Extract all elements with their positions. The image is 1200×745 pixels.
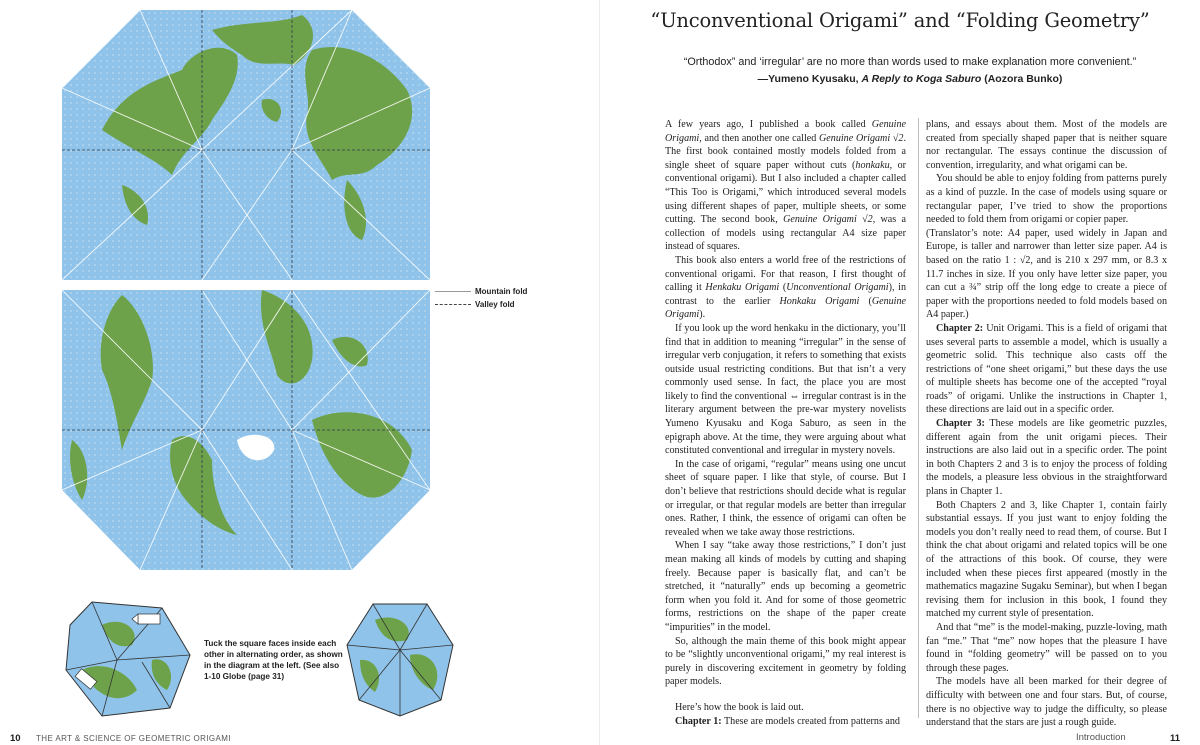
epigraph: “Orthodox” and ‘irregular’ are no more than words used to make explanation more convenient.” xyxy=(683,56,1137,68)
paragraph: And that “me” is the model-making, puzzle-loving, math fan “me.” That “me” now hopes that the pleasure I have found in “folding geometry” will be passed on to you through these pages. xyxy=(926,621,1167,674)
page-number-right: 11 xyxy=(1170,733,1181,744)
legend-valley-fold xyxy=(435,300,515,309)
valley-fold-swatch xyxy=(435,304,471,305)
paragraph: plans, and essays about them. Most of the models are created from specially shaped paper that is neither square nor rectangular. The essays continue the discussion of convention, irregularity, and what origami can be. xyxy=(926,119,1167,171)
paragraph: You should be able to enjoy folding from patterns purely as a kind of puzzle. In the case of models using square or rectangular paper, I’ve tried to show the proportions needed to fold them from origami or copier paper. xyxy=(926,173,1167,226)
paragraph: Chapter 2: Unit Origami. This is a field of origami that uses several parts to assemble a model, which is usually a geometric solid. This technique also casts off the restrictions of “one sheet origami,” but these days the use of multiple sheets has become one of the accepted “royal roads” of origami. Unlike the instructions in Chapter 1, these directions are laid out in a specific order. xyxy=(926,322,1167,416)
legend-mountain-fold xyxy=(435,287,527,296)
world-map-top-net xyxy=(62,10,430,280)
paragraph: (Translator’s note: A4 paper, used widely in Japan and Europe, is taller and narrower than letter size paper. A4 is based on the ratio 1 : √2, and is 210 x 297 mm, or 8.3 x 11.7 inches in size. If you only have letter size paper, you can cut a ¾” strip off the long edge to create a piece of paper with the proportions needed to fold models based on A4 paper.) xyxy=(926,227,1167,321)
right-page xyxy=(600,0,1200,745)
paragraph: If you look up the word henkaku in the dictionary, you’ll find that in addition to meaning “irregular” in the sense of irregular verb conjugation, it refers to something that exists outside usual restricting conditions. But that isn’t a very commonly used sense. In fact, the place you are most likely to find the conventional ⇔ irregular contrast is in the literary argument between the pre-war mystery novelists Yumeno Kyusaku and Koga Saburo, as seen in the epigraph above. At the time, they were arguing about what constituted conventional and irregular in mystery novels. xyxy=(665,322,906,457)
epigraph-attribution xyxy=(630,73,1190,85)
paragraph: Chapter 3: These models are like geometric puzzles, different again from the unit origami pieces. Their instructions are also laid out in a specific order. The point in both Chapters 2 and 3 is to enjoy the process of folding the models, a pleasure less obvious in the straightforward plans in Chapter 1. xyxy=(926,418,1167,498)
mountain-fold-swatch xyxy=(435,291,471,292)
paragraph: When I say “take away those restrictions,” I don’t just mean making all kinds of models by cutting and shaping freely. Because paper is basically flat, and can’t be stretched, it “naturally” ends up becoming a geometric form when you fold it. And for some of those geometric forms, restrictions on the shape of the paper create “impurities” in the model. xyxy=(665,540,906,633)
paragraph: This book also enters a world free of the restrictions of conventional origami. For that reason, I first thought of calling it Henkaku Origami (Unconventional Origami), in contrast to the earlier Honkaku Origami (Genuine Origami). xyxy=(665,254,907,321)
paragraph: Here’s how the book is laid out. xyxy=(675,701,804,713)
paragraph: Both Chapters 2 and 3, like Chapter 1, contain fairly substantial essays. If you just want to enjoy folding the models you don’t really need to read them, of course. But I think the chat about origami and related topics will be one of the attractions of this book. Of course, they were included when these pieces first appeared (mostly in the mathematics magazine Sugaku Seminar), but when I began revising them for inclusion in this book, I found they matched my current style of presentation. xyxy=(926,499,1167,620)
globe-assembly-diagram xyxy=(62,600,192,718)
paragraph: So, although the main theme of this book might appear to be “slightly unconventional origami,” my real interest is purely in discovering excitement in geometry by folding paper models. xyxy=(665,635,906,688)
running-head-right: Introduction xyxy=(1076,732,1126,743)
attribution-source: (Aozora Bunko) xyxy=(981,73,1063,85)
attribution-work: A Reply to Koga Saburo xyxy=(861,73,982,85)
paragraph: Chapter 1: These are models created from patterns and xyxy=(675,715,900,727)
legend-valley-label: Valley fold xyxy=(475,300,515,309)
page-number-left: 10 xyxy=(10,733,21,744)
paragraph: A few years ago, I published a book called Genuine Origami, and then another one called Genuine Origami √2. The first book contained mostly models folded from a single sheet of square paper without cuts (honkaku, or conventional origami). But I also included a chapter called “This Too is Origami,” which introduced several models using different shapes of paper, multiple sheets, or some cutting. The second book, Genuine Origami √2, was a collection of models using rectangular A4 size paper instead of squares. xyxy=(665,119,907,253)
column-divider xyxy=(918,118,919,718)
running-head-left: THE ART & SCIENCE OF GEOMETRIC ORIGAMI xyxy=(36,734,231,743)
paragraph: In the case of origami, “regular” means using one uncut sheet of square paper. I like that style, of course. But I don’t believe that restrictions should decide what is regular or irregular, or that regular models are better than irregular ones. Rather, I think, the essence of origami can often be revealed when we take away those restrictions. xyxy=(665,458,906,538)
paragraph: The models have all been marked for their degree of difficulty with between one and four stars. But, of course, there is no objective way to judge the difficulty, so please understand that the stars are just a rough guide. xyxy=(926,676,1167,729)
globe-caption: Tuck the square faces inside each other in alternating order, as shown in the diagram at the left. (See also 1-10 Globe (page 31) xyxy=(204,639,343,681)
world-map-bottom-net xyxy=(62,290,430,570)
attribution-author: —Yumeno Kyusaku, xyxy=(757,73,862,85)
legend-mountain-label: Mountain fold xyxy=(475,287,528,296)
body-column-left xyxy=(665,118,906,728)
body-column-right xyxy=(926,118,1167,730)
globe-finished-model xyxy=(345,600,455,718)
page-title: “Unconventional Origami” and “Folding Geometry” xyxy=(650,9,1150,32)
